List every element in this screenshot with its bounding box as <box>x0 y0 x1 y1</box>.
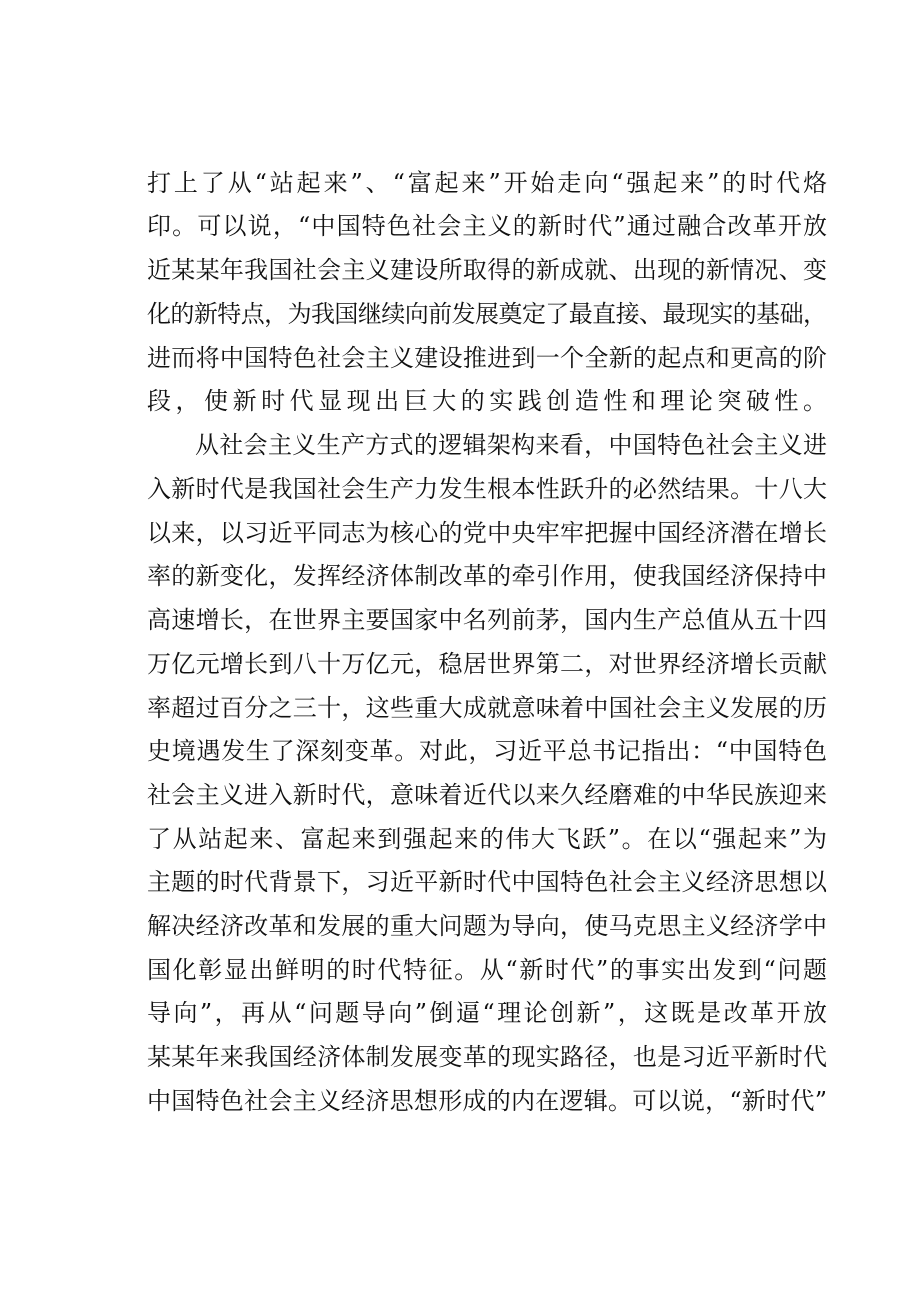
paragraph-first-line: 从社会主义生产方式的逻辑架构来看，中国特色社会主义进 <box>195 431 828 459</box>
text-line: 导向”，再从“问题导向”倒逼“理论创新”，这既是改革开放 <box>147 999 830 1027</box>
text-line: 万亿元增长到八十万亿元，稳居世界第二，对世界经济增长贡献 <box>147 650 828 678</box>
text-line: 率的新变化，发挥经济体制改革的牵引作用，使我国经济保持中 <box>147 562 828 590</box>
text-line: 主题的时代背景下，习近平新时代中国特色社会主义经济思想以 <box>147 868 828 896</box>
text-line: 以来，以习近平同志为核心的党中央牢牢把握中国经济潜在增长 <box>147 519 828 547</box>
text-line: 社会主义进入新时代，意味着近代以来久经磨难的中华民族迎来 <box>147 781 828 809</box>
text-line: 化的新特点，为我国继续向前发展奠定了最直接、最现实的基础， <box>147 300 827 328</box>
text-line: 国化彰显出鲜明的时代特征。从“新时代”的事实出发到“问题 <box>147 956 829 984</box>
text-line: 打上了从“站起来”、“富起来”开始走向“强起来”的时代烙 <box>147 169 830 197</box>
text-line: 入新时代是我国社会生产力发生根本性跃升的必然结果。十八大 <box>147 475 828 503</box>
text-line: 印。可以说，“中国特色社会主义的新时代”通过融合改革开放 <box>147 212 829 240</box>
text-line: 某某年来我国经济体制发展变革的现实路径，也是习近平新时代 <box>147 1043 828 1071</box>
text-line: 史境遇发生了深刻变革。对此，习近平总书记指出：“中国特色 <box>147 737 828 765</box>
text-line: 近某某年我国社会主义建设所取得的新成就、出现的新情况、变 <box>147 256 828 284</box>
text-line: 高速增长，在世界主要国家中名列前茅，国内生产总值从五十四 <box>147 606 828 634</box>
text-line: 中国特色社会主义经济思想形成的内在逻辑。可以说，“新时代” <box>147 1087 828 1115</box>
text-line: 解决经济改革和发展的重大问题为导向，使马克思主义经济学中 <box>147 912 828 940</box>
text-line: 了从站起来、富起来到强起来的伟大飞跃”。在以“强起来”为 <box>147 825 829 853</box>
text-line: 率超过百分之三十，这些重大成就意味着中国社会主义发展的历 <box>147 694 828 722</box>
text-line: 进而将中国特色社会主义建设推进到一个全新的起点和更高的阶 <box>147 344 828 372</box>
text-line: 段，使新时代显现出巨大的实践创造性和理论突破性。 <box>147 387 832 415</box>
